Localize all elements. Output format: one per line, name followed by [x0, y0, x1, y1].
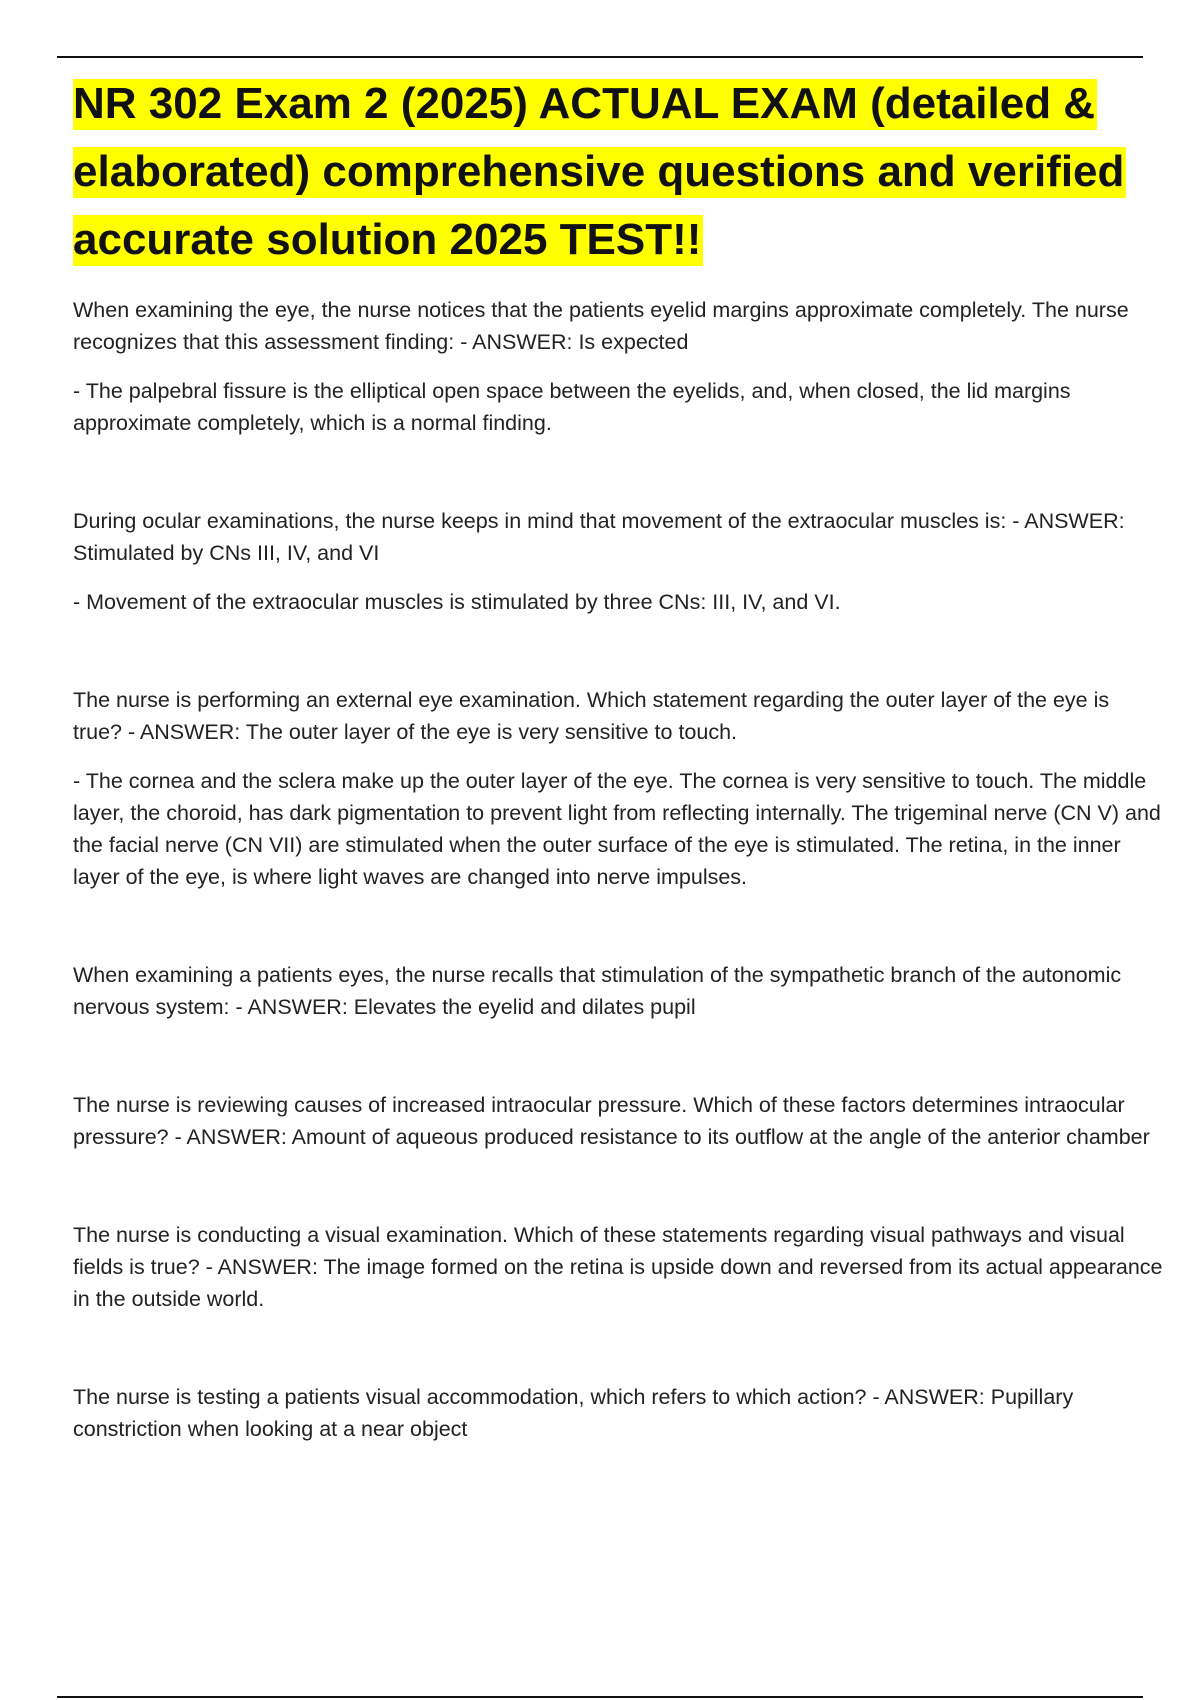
- question-text: The nurse is testing a patients visual accommodation, which refers to which action? - ANSWER: Pupillary constriction when looking at a near object: [73, 1385, 1074, 1441]
- question-item: [73, 1219, 1163, 1315]
- question-list: [73, 294, 1163, 1445]
- answer-rationale: - The cornea and the sclera make up the outer layer of the eye. The cornea is very sensitive to touch. The middle layer, the choroid, has dark pigmentation to prevent light from reflecting internally. The trigeminal nerve (CN V) and the facial nerve (CN VII) are stimulated when the outer surface of the eye is stimulated. The retina, in the inner layer of the eye, is where light waves are changed into nerve impulses.: [73, 769, 1161, 889]
- title-highlight: NR 302 Exam 2 (2025) ACTUAL EXAM (detailed & elaborated) comprehensive questions and verified accurate solution 2025 TEST!!: [73, 79, 1125, 264]
- question-text: When examining a patients eyes, the nurse recalls that stimulation of the sympathetic branch of the autonomic nervous system: - ANSWER: Elevates the eyelid and dilates pupil: [73, 963, 1122, 1019]
- question-item: [73, 1089, 1163, 1153]
- question-item: [73, 1381, 1163, 1445]
- document-title: [73, 70, 1163, 274]
- question-item: [73, 684, 1163, 893]
- answer-rationale: - Movement of the extraocular muscles is stimulated by three CNs: III, IV, and VI.: [73, 590, 841, 614]
- answer-rationale: - The palpebral fissure is the elliptical open space between the eyelids, and, when closed, the lid margins approximate completely, which is a normal finding.: [73, 379, 1071, 435]
- question-text: During ocular examinations, the nurse keeps in mind that movement of the extraocular muscles is: - ANSWER: Stimulated by CNs III, IV, and VI: [73, 509, 1125, 565]
- document-page: [73, 70, 1163, 1445]
- question-item: [73, 505, 1163, 618]
- question-text: The nurse is performing an external eye examination. Which statement regarding the outer layer of the eye is true? - ANSWER: The outer layer of the eye is very sensitive to touch.: [73, 688, 1110, 744]
- bottom-divider: [57, 1696, 1143, 1698]
- question-item: [73, 294, 1163, 439]
- question-text: The nurse is conducting a visual examination. Which of these statements regarding visual pathways and visual fields is true? - ANSWER: The image formed on the retina is upside down and reversed from its actual appearance in the outside world.: [73, 1223, 1163, 1311]
- question-text: When examining the eye, the nurse notices that the patients eyelid margins approximate completely. The nurse recognizes that this assessment finding: - ANSWER: Is expected: [73, 298, 1129, 354]
- question-text: The nurse is reviewing causes of increased intraocular pressure. Which of these factors determines intraocular pressure? - ANSWER: Amount of aqueous produced resistance to its outflow at the angle of the anterior chamber: [73, 1093, 1150, 1149]
- top-divider: [57, 56, 1143, 58]
- question-item: [73, 959, 1163, 1023]
